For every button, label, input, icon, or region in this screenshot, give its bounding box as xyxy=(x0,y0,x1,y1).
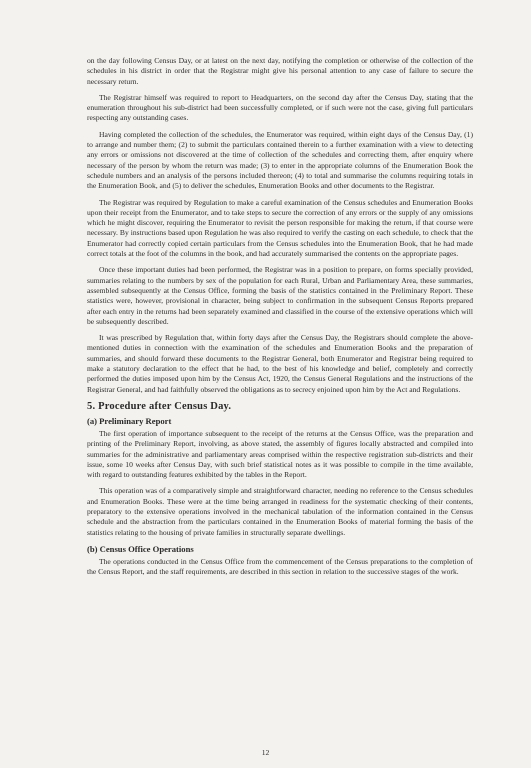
paragraph-registrar-examination: The Registrar was required by Regulation to make a careful examination of the Census schedules and Enumeration Books upon their receipt from the Enumerator, and to take steps to secure the correction of any errors or the supply of any omissions which he might discover, requiring the Enumerator to revisit the person responsible for making the return, if that course were necessary. By instructions based upon Regulation he was also required to verify the casting on each schedule, to check that the Enumerator had correctly copied certain particulars from the Census schedules into the Enumeration Book, that he had made correct totals at the foot of the columns in the book, and had accurately summarised the contents on the appropriate pages. xyxy=(87,197,473,259)
paragraph-summaries: Once these important duties had been performed, the Registrar was in a position to prepare, on forms specially provided, summaries relating to the numbers by sex of the population for each Rural, Urban and Parliamentary Area, these summaries, assembled subsequently at the Census Office, forming the basis of the statistics contained in the Preliminary Report. These statistics were, however, provisional in character, being subject to confirmation in the subsequent Census Reports prepared after each entry in the returns had been separately examined and classified in the course of the extensive operations which will be subsequently described. xyxy=(87,265,473,326)
subheading-census-office-operations: (b) Census Office Operations xyxy=(87,543,194,554)
paragraph-collection-notice: on the day following Census Day, or at latest on the next day, notifying the completion or otherwise of the collection of the schedules in his district in order that the Registrar might give his personal attention to any case of failure to secure the necessary return. xyxy=(87,56,473,86)
paragraph-office-operations: The operations conducted in the Census Office from the commencement of the Census preparations to the completion of the Census Report, and the staff requirements, are described in this section in relation to the successive stages of the work. xyxy=(87,556,473,577)
paragraph-preliminary-report: The first operation of importance subsequent to the receipt of the returns at the Census Office, was the preparation and printing of the Preliminary Report, involving, as above stated, the assembly of figures locally abstracted and compiled into summaries for the administrative and parliamentary areas comprised within the respective registration sub-districts and their issue, some 10 weeks after Census Day, with such brief statistical notes as it was possible to compile in the time available, with regard to outstanding features exhibited by the tables in the Report. xyxy=(87,428,473,480)
paragraph-registrar-report: The Registrar himself was required to report to Headquarters, on the second day after the Census Day, stating that the enumeration throughout his sub-district had been successfully completed, or if such were not the case, giving full particulars respecting any outstanding cases. xyxy=(87,92,473,123)
paragraph-enumerator-duties: Having completed the collection of the schedules, the Enumerator was required, within eight days of the Census Day, (1) to arrange and number them; (2) to submit the particulars contained therein to a further examination with a view to detecting any errors or omissions not discovered at the time of collection of the schedules and correcting them, after enquiry where necessary of the person by whom the return was made; (3) to enter in the appropriate columns of the Enumeration Book the schedule numbers and an analysis of the persons included thereon; (4) to total and summarise the columns requiring totals in the Enumeration Book, and (5) to deliver the schedules, Enumeration Books and other documents to the Registrar. xyxy=(87,129,473,191)
page-number: 12 xyxy=(261,748,270,757)
paragraph-forty-days: It was prescribed by Regulation that, within forty days after the Census Day, the Registrars should complete the above-mentioned duties in connection with the examination of the schedules and Enumeration Books and the preparation of summaries, and should forward these documents to the Registrar General, both Enumerator and Registrar being required to make a statutory declaration to the effect that he had, to the best of his knowledge and belief, completely and correctly performed the duties imposed upon him by the Census Act, 1920, the Census General Regulations and the instructions of the Registrar General, and had faithfully observed the obligations as to secrecy enjoined upon him by the Act and Regulations. xyxy=(87,333,473,394)
paragraph-simple-operation: This operation was of a comparatively simple and straightforward character, needing no reference to the Census schedules and Enumeration Books. These were at the time being arranged in readiness for the systematic checking of their contents, preparatory to the extensive operations involved in the mechanical tabulation of the information contained in the Census schedule and the abstraction from the particulars contained in the Enumeration Books of material forming the basis of the statistics relating to the housing of private families in structurally separate dwellings. xyxy=(87,486,473,537)
subheading-preliminary-report: (a) Preliminary Report xyxy=(87,415,172,426)
section-heading: 5. Procedure after Census Day. xyxy=(87,400,232,412)
